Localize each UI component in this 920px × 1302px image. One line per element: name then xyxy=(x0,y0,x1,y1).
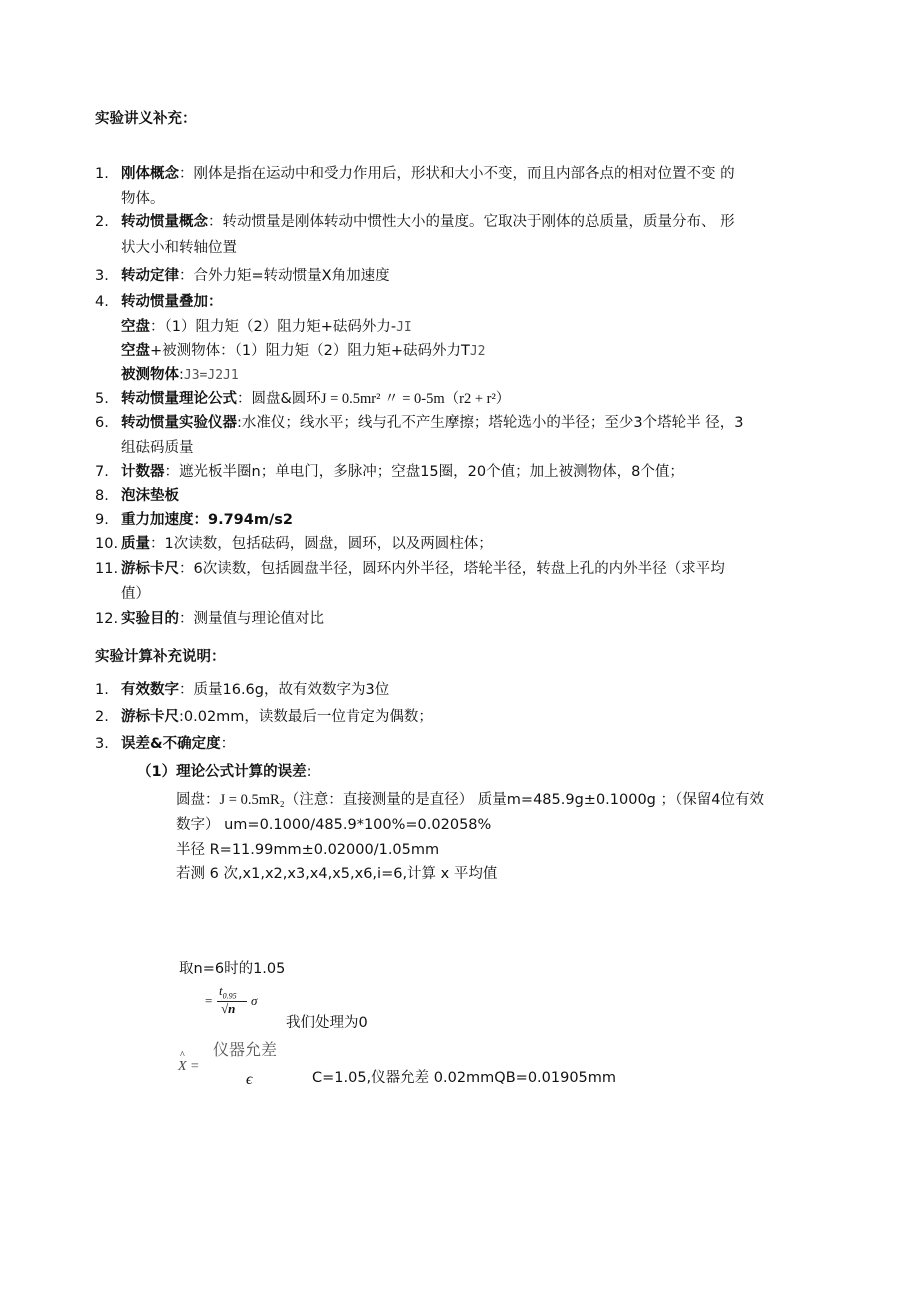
text-line: 数字） um=0.1000/485.9*100%=0.02058% xyxy=(176,817,492,833)
list-item xyxy=(121,510,293,530)
text-line: 若测 6 次,x1,x2,x3,x4,x5,x6,i=6,计算 x 平均值 xyxy=(176,866,498,882)
list-item xyxy=(121,292,223,312)
item-text: ：合外力矩=转动惯量X角加速度 xyxy=(179,268,390,284)
item-mono: J2 xyxy=(469,344,486,359)
item-number: 8. xyxy=(95,488,109,504)
list-item xyxy=(121,609,324,629)
epsilon: ϵ xyxy=(246,1071,253,1088)
sigma: σ xyxy=(251,993,258,1008)
item-bold: 实验目的 xyxy=(121,611,179,627)
item-mono: J3=J2J1 xyxy=(183,368,239,383)
item-text: ：6次读数，包括圆盘半径，圆环内外半径，塔轮半径，转盘上孔的内外半径（求平均 xyxy=(179,561,725,577)
list-item xyxy=(121,734,235,754)
item-continuation: 状大小和转轴位置 xyxy=(121,240,237,256)
list-item xyxy=(121,486,179,506)
item-bold: 泡沫垫板 xyxy=(121,488,179,504)
item-bold: 转动惯量理论公式 xyxy=(121,391,237,407)
item-number: 5. xyxy=(95,391,109,407)
item-number: 6. xyxy=(95,415,109,431)
item-text: ：刚体是指在运动中和受力作用后，形状和大小不变，而且内部各点的相对位置不变 的 xyxy=(179,166,735,182)
item-number: 3. xyxy=(95,268,109,284)
item-text: :水准仪；线水平；线与孔不产生摩擦；塔轮选小的半径；至少3个塔轮半 径，3 xyxy=(237,415,744,431)
text-line: C=1.05,仪器允差 0.02mmQB=0.01905mm xyxy=(312,1070,617,1086)
item-text: ：转动惯量是刚体转动中惯性大小的量度。它取决于刚体的总质量，质量分布、 形 xyxy=(208,214,735,230)
item-text: :0.02mm，读数最后一位肯定为偶数； xyxy=(179,709,433,725)
item-text: ：1次读数，包括砝码，圆盘，圆环，以及两圆柱体； xyxy=(150,536,493,552)
item-bold: 计数器 xyxy=(121,464,165,480)
item-number: 9. xyxy=(95,512,109,528)
item-bold: 重力加速度：9.794m/s2 xyxy=(121,512,293,528)
list-item xyxy=(121,534,493,554)
item-bold: 转动惯量概念 xyxy=(121,214,208,230)
item-bold: 被测物体 xyxy=(121,367,179,383)
item-continuation: 值） xyxy=(121,586,150,602)
item-number: 7. xyxy=(95,464,109,480)
item-text: ：遮光板半圈n；单电门，多脉冲；空盘15圈，20个值；加上被测物体，8个值； xyxy=(164,464,684,480)
list-item xyxy=(121,707,433,727)
item-bold: 游标卡尺 xyxy=(121,709,179,725)
item-number: 4. xyxy=(95,294,109,310)
item-number: 2. xyxy=(95,709,109,725)
item-continuation: 组砝码质量 xyxy=(121,440,194,456)
item-bold: 游标卡尺 xyxy=(121,561,179,577)
item-bold: 转动定律 xyxy=(121,268,179,284)
item-number: 3. xyxy=(95,736,109,752)
item-text: ：圆盘&圆环 xyxy=(237,391,321,407)
hat: ^ xyxy=(180,1050,185,1061)
list-item xyxy=(121,317,412,338)
sub-heading: （1）理论公式计算的误差: xyxy=(137,764,312,780)
item-bold: 空盘 xyxy=(121,343,150,359)
item-text: ： xyxy=(220,736,236,752)
item-text: : xyxy=(179,367,184,383)
item-bold: 误差&不确定度 xyxy=(121,736,221,752)
x-symbol: X = xyxy=(178,1059,200,1074)
item-text: ：测量值与理论值对比 xyxy=(179,611,324,627)
list-item xyxy=(121,212,735,232)
list-item xyxy=(121,389,510,409)
equals: = xyxy=(205,993,213,1008)
list-item xyxy=(121,413,743,433)
item-continuation: 物体。 xyxy=(121,191,165,207)
section-title: 实验计算补充说明： xyxy=(95,649,226,665)
list-item xyxy=(121,341,486,362)
item-number: 11. xyxy=(95,561,119,577)
item-text: +被测物体：（1）阻力矩（2）阻力矩+砝码外力T xyxy=(150,343,470,359)
text-line: 取n=6时的1.05 xyxy=(179,961,286,977)
list-item xyxy=(121,680,389,700)
t-symbol: $t_{0.95}$ xyxy=(219,983,237,1001)
item-number: 1. xyxy=(95,682,109,698)
item-bold: 空盘 xyxy=(121,319,150,335)
sqrt-n: √n xyxy=(221,1001,236,1016)
item-number: 12. xyxy=(95,611,119,627)
item-bold: 刚体概念 xyxy=(121,166,179,182)
text-line: 半径 R=11.99mm±0.02000/1.05mm xyxy=(176,842,440,858)
item-bold: 质量 xyxy=(121,536,150,552)
item-serif: J = 0.5mr² 〃 = 0-5m（r2 + r²） xyxy=(320,391,511,407)
item-text: ：质量16.6g，故有效数字为3位 xyxy=(179,682,390,698)
text-line: 我们处理为0 xyxy=(286,1015,368,1031)
section-title: 实验讲义补充： xyxy=(95,111,197,127)
list-item xyxy=(121,266,390,286)
list-item xyxy=(121,462,684,482)
item-number: 10. xyxy=(95,536,119,552)
item-bold: 转动惯量实验仪器 xyxy=(121,415,237,431)
item-text: ：（1）阻力矩（2）阻力矩+砝码外力- xyxy=(150,319,397,335)
item-bold: 转动惯量叠加： xyxy=(121,294,223,310)
item-mono: JI xyxy=(396,320,412,335)
item-number: 2. xyxy=(95,214,109,230)
item-bold: 有效数字 xyxy=(121,682,179,698)
disk-line: 圆盘：J = 0.5mR₂（注意：直接测量的是直径） 质量m=485.9g±0.1000g ；（保留4位有效 xyxy=(176,792,764,808)
list-item xyxy=(121,559,725,579)
instrument-tolerance-label: 仪器允差 xyxy=(213,1040,278,1059)
list-item xyxy=(121,365,239,386)
list-item xyxy=(121,164,735,184)
item-number: 1. xyxy=(95,166,109,182)
